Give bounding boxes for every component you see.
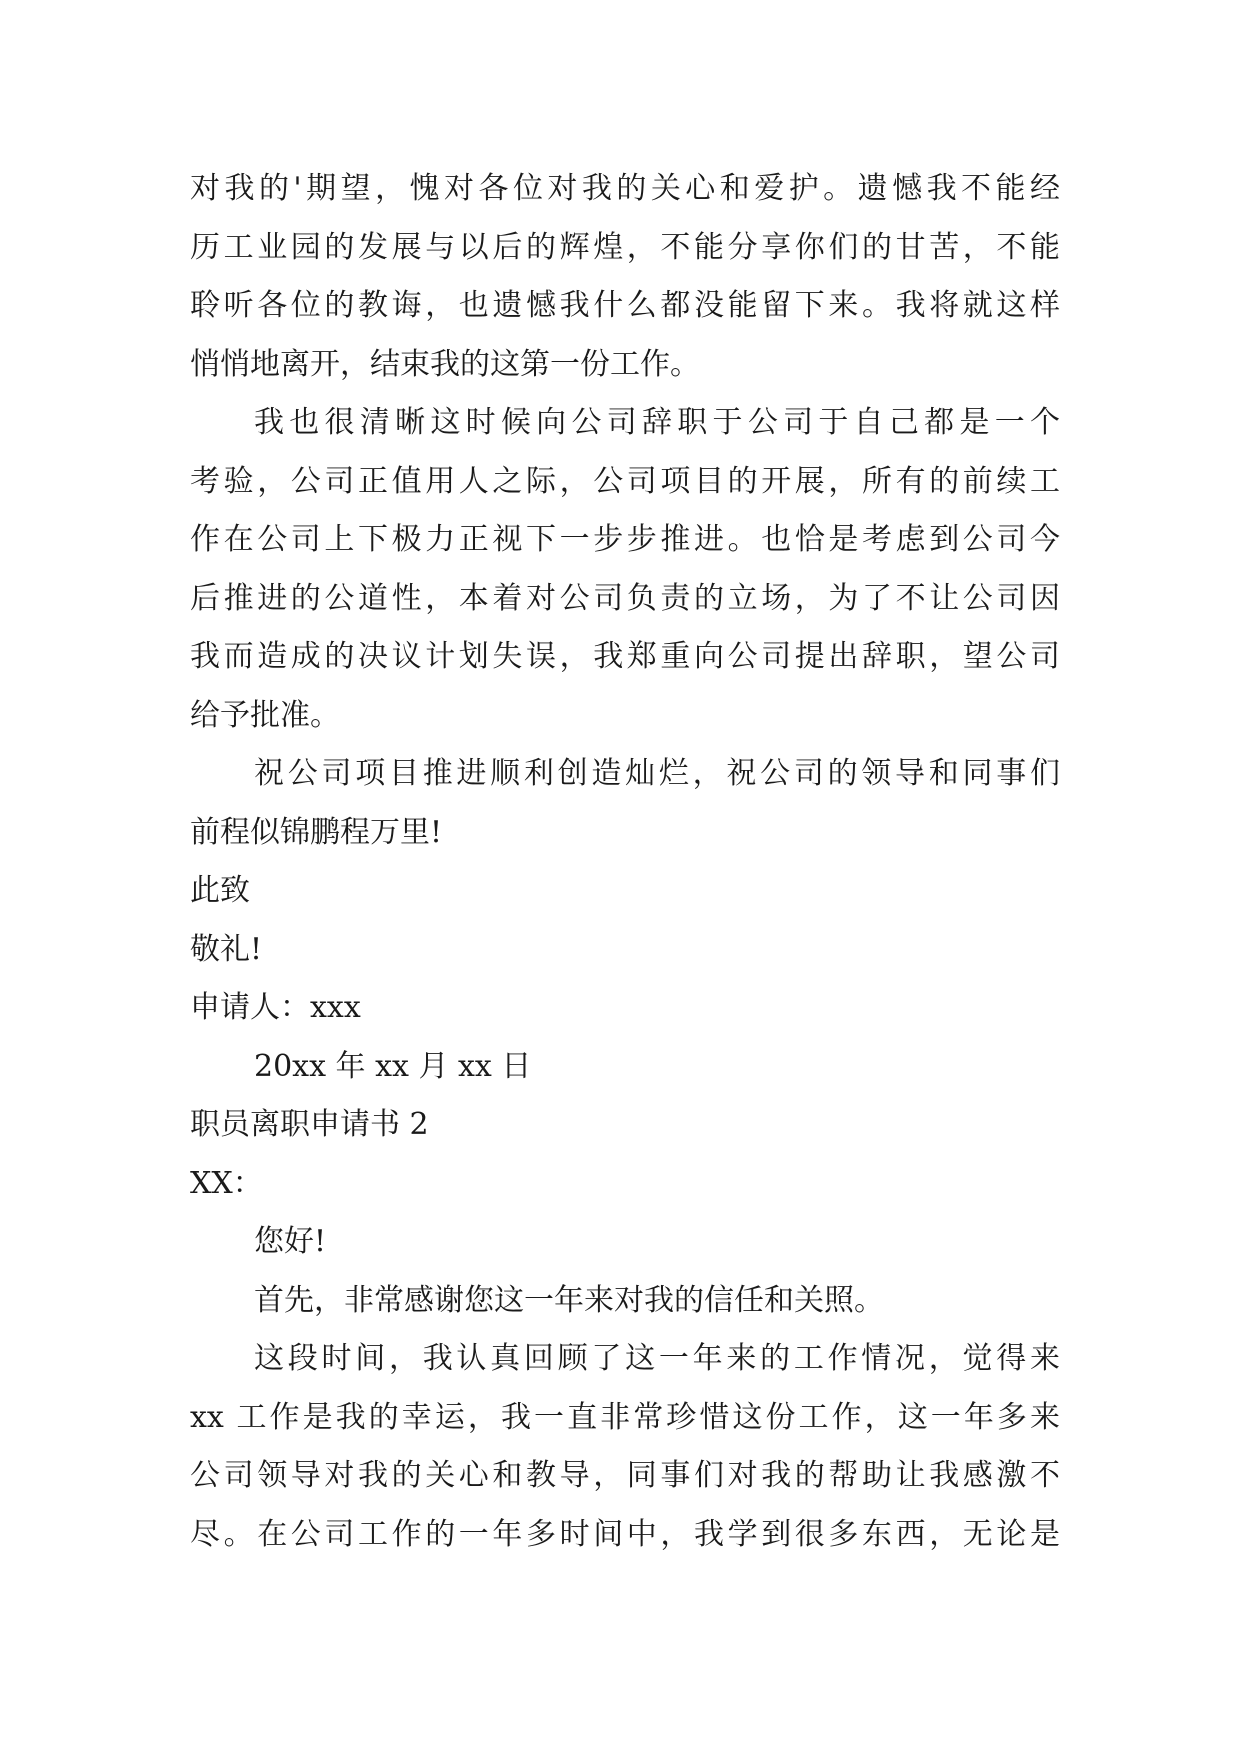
closing-salutation: 此致 [190, 873, 250, 908]
text-line: 公司领导对我的关心和教导，同事们对我的帮助让我感激不 [190, 1458, 1060, 1493]
text-line: 尽。在公司工作的一年多时间中，我学到很多东西，无论是 [190, 1516, 1060, 1552]
text-line: xx 工作是我的幸运，我一直非常珍惜这份工作，这一年多来 [190, 1399, 1060, 1435]
text-line: 历工业园的发展与以后的辉煌，不能分享你们的甘苦，不能 [190, 229, 1060, 265]
text-line: 聆听各位的教诲，也遗憾我什么都没能留下来。我将就这样 [190, 288, 1060, 323]
section-title: 职员离职申请书 2 [190, 1107, 429, 1142]
date-line: 20xx 年 xx 月 xx 日 [254, 1048, 532, 1084]
paragraph-start-line: 祝公司项目推进顺利创造灿烂，祝公司的领导和同事们 [254, 756, 1060, 791]
text-line: 前程似锦鹏程万里! [190, 814, 443, 850]
text-line: 对我的'期望，愧对各位对我的关心和爱护。遗憾我不能经 [190, 171, 1060, 206]
text-line: 考验，公司正值用人之际，公司项目的开展，所有的前续工 [190, 463, 1060, 499]
text-line: 作在公司上下极力正视下一步步推进。也恰是考虑到公司今 [190, 522, 1060, 557]
text-line: 我而造成的决议计划失误，我郑重向公司提出辞职，望公司 [190, 639, 1060, 674]
text-line: 悄悄地离开，结束我的这第一份工作。 [190, 346, 700, 382]
recipient-line: XX： [190, 1165, 263, 1201]
text-line: 后推进的公道性，本着对公司负责的立场，为了不让公司因 [190, 580, 1060, 616]
paragraph-start-line: 我也很清晰这时候向公司辞职于公司于自己都是一个 [254, 405, 1060, 440]
applicant-line: 申请人：xxx [190, 990, 361, 1025]
document-body [190, 160, 1060, 1564]
paragraph-start-line: 首先，非常感谢您这一年来对我的信任和关照。 [254, 1282, 884, 1318]
paragraph-start-line: 这段时间，我认真回顾了这一年来的工作情况，觉得来 [254, 1341, 1060, 1376]
closing-regards: 敬礼! [190, 931, 263, 967]
greeting-line: 您好! [254, 1224, 327, 1259]
text-line: 给予批准。 [190, 697, 340, 733]
